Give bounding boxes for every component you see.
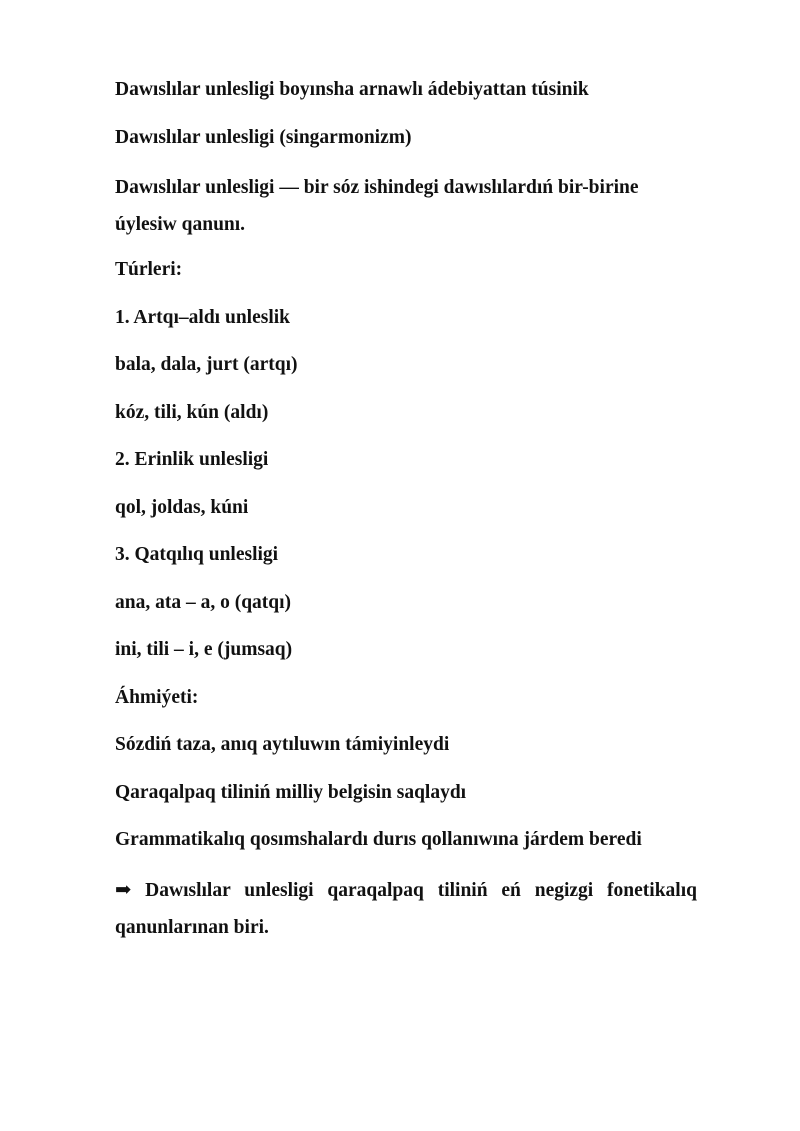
type1-example-back: bala, dala, jurt (artqı) (115, 354, 298, 375)
types-heading: Túrleri: (115, 259, 183, 280)
importance-item-1: Sózdiń taza, anıq aytıluwın támiyinleydi (115, 734, 450, 755)
importance-heading: Áhmiýeti: (115, 686, 199, 708)
document-page (115, 74, 697, 957)
definition-paragraph: Dawıslılar unlesligi — bir sóz ishindegi dawıslılardıń bir-birine úylesiw qanunı. (115, 177, 639, 235)
type1-heading: 1. Artqı–aldı unleslik (115, 306, 291, 328)
type2-example: qol, joldas, kúni (115, 496, 249, 518)
document-subtitle: Dawıslılar unlesligi (singarmonizm) (115, 126, 412, 148)
importance-item-2: Qaraqalpaq tiliniń milliy belgisin saqlaydı (115, 781, 467, 803)
conclusion-paragraph: ➡ Dawıslılar unlesligi qaraqalpaq tiliniń eń negizgi fonetikalıq qanunlarınan biri. (115, 879, 697, 938)
type3-heading: 3. Qatqılıq unlesligi (115, 544, 279, 565)
type2-heading: 2. Erinlik unlesligi (115, 449, 269, 470)
type1-example-front: kóz, tili, kún (aldı) (115, 401, 269, 423)
document-title: Dawıslılar unlesligi boyınsha arnawlı ádebiyattan túsinik (115, 79, 589, 100)
type3-example-soft: ini, tili – i, e (jumsaq) (115, 639, 293, 660)
importance-item-3: Grammatikalıq qosımshalardı durıs qollanıwına járdem beredi (115, 829, 642, 850)
type3-example-hard: ana, ata – a, o (qatqı) (115, 591, 292, 613)
